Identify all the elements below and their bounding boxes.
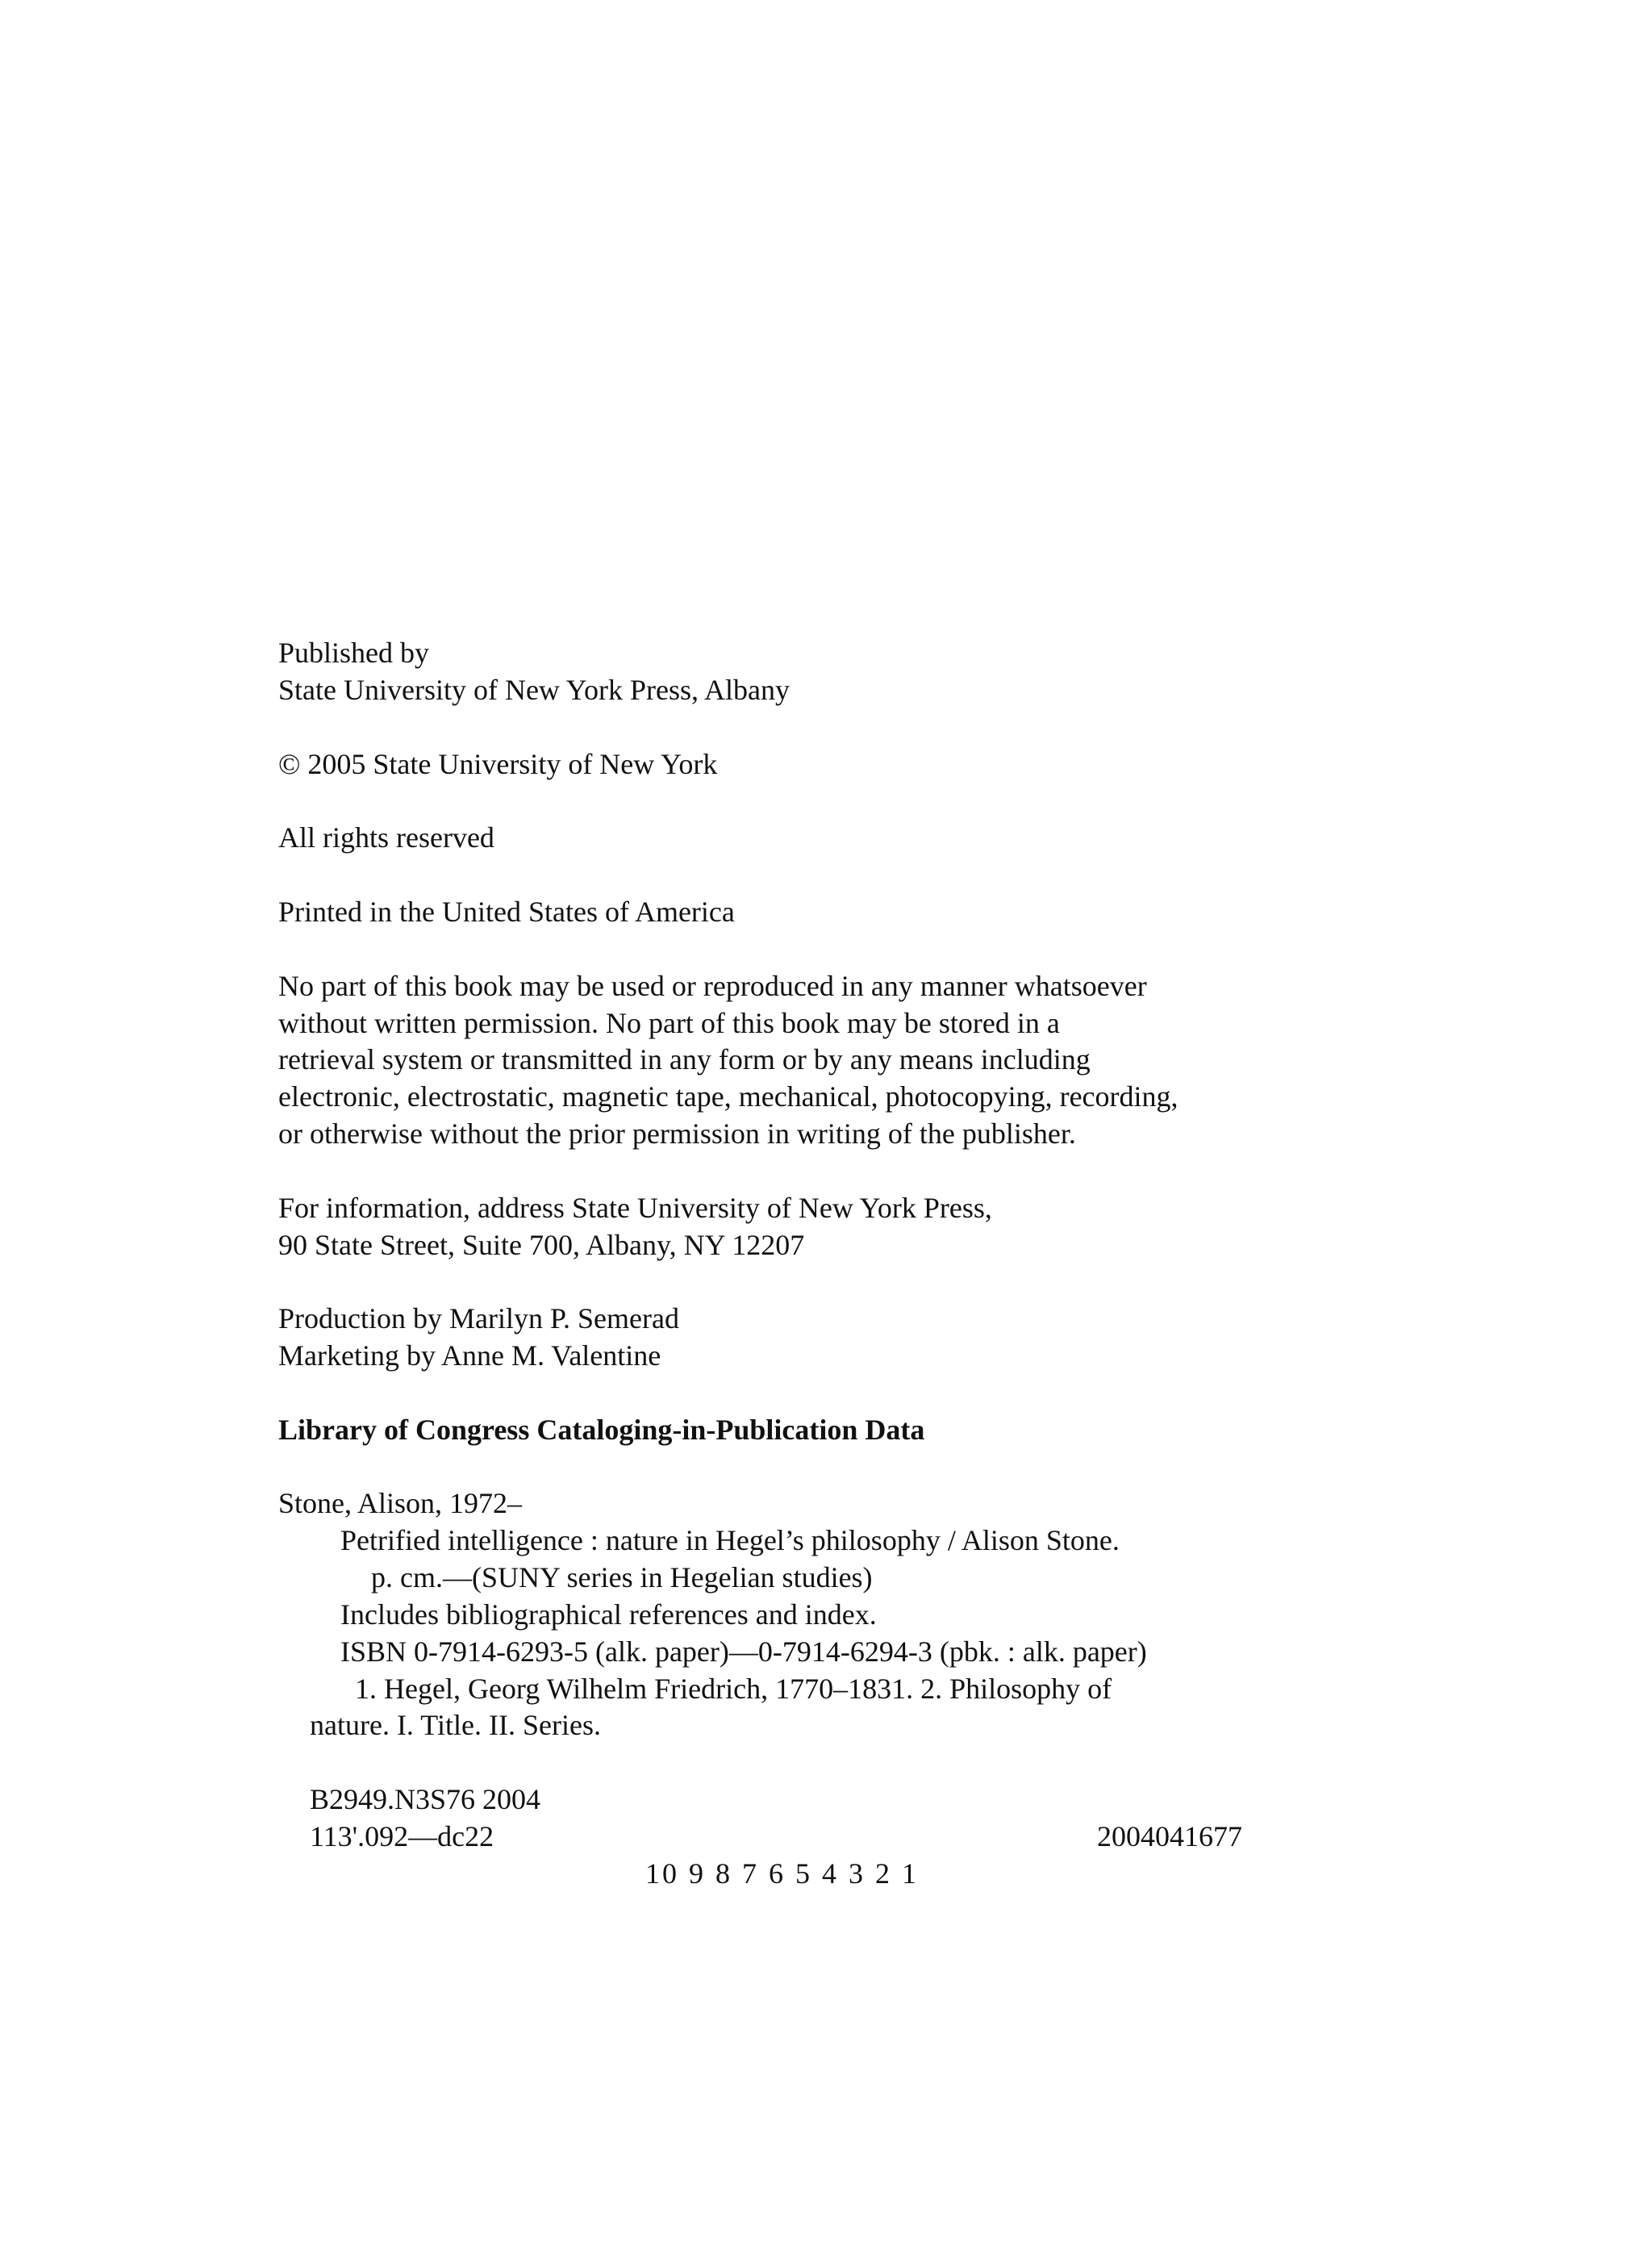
rights-statement: All rights reserved xyxy=(278,821,494,854)
cip-call-number: B2949.N3S76 2004 xyxy=(310,1783,541,1815)
information-line: 90 State Street, Suite 700, Albany, NY 12207 xyxy=(278,1229,805,1261)
publisher-line-2: State University of New York Press, Albany xyxy=(278,674,790,706)
cip-isbn: ISBN 0-7914-6293-5 (alk. paper)—0-7914-6294-3 (pbk. : alk. paper) xyxy=(340,1635,1147,1668)
permission-line: No part of this book may be used or reproduced in any manner whatsoever xyxy=(278,970,1147,1002)
permission-line: retrieval system or transmitted in any form or by any means including xyxy=(278,1043,1091,1076)
permission-line: electronic, electrostatic, magnetic tape, mechanical, photocopying, recording, xyxy=(278,1080,1178,1113)
publisher-line-1: Published by xyxy=(278,637,430,669)
cip-bibliography: Includes bibliographical references and index. xyxy=(340,1598,877,1631)
permission-line: without written permission. No part of this book may be stored in a xyxy=(278,1007,1060,1039)
printing-line: 10 9 8 7 6 5 4 3 2 1 xyxy=(645,1857,919,1890)
cip-subjects: 1. Hegel, Georg Wilhelm Friedrich, 1770–1831. 2. Philosophy of xyxy=(355,1673,1112,1705)
copyright-notice: © 2005 State University of New York xyxy=(278,748,718,780)
cip-author: Stone, Alison, 1972– xyxy=(278,1487,523,1519)
credit-line: Production by Marilyn P. Semerad xyxy=(278,1302,679,1334)
cip-title: Petrified intelligence : nature in Hegel’s philosophy / Alison Stone. xyxy=(340,1524,1120,1556)
cip-heading: Library of Congress Cataloging-in-Publication Data xyxy=(278,1414,925,1446)
cip-subjects: nature. I. Title. II. Series. xyxy=(310,1709,601,1741)
cip-series: p. cm.—(SUNY series in Hegelian studies) xyxy=(371,1561,873,1593)
cip-dewey: 113'.092—dc22 xyxy=(310,1820,494,1852)
cip-lccn: 2004041677 xyxy=(1097,1820,1242,1852)
information-line: For information, address State University of New York Press, xyxy=(278,1192,992,1224)
credit-line: Marketing by Anne M. Valentine xyxy=(278,1339,661,1372)
permission-line: or otherwise without the prior permission in writing of the publisher. xyxy=(278,1117,1076,1150)
printed-statement: Printed in the United States of America xyxy=(278,896,735,928)
